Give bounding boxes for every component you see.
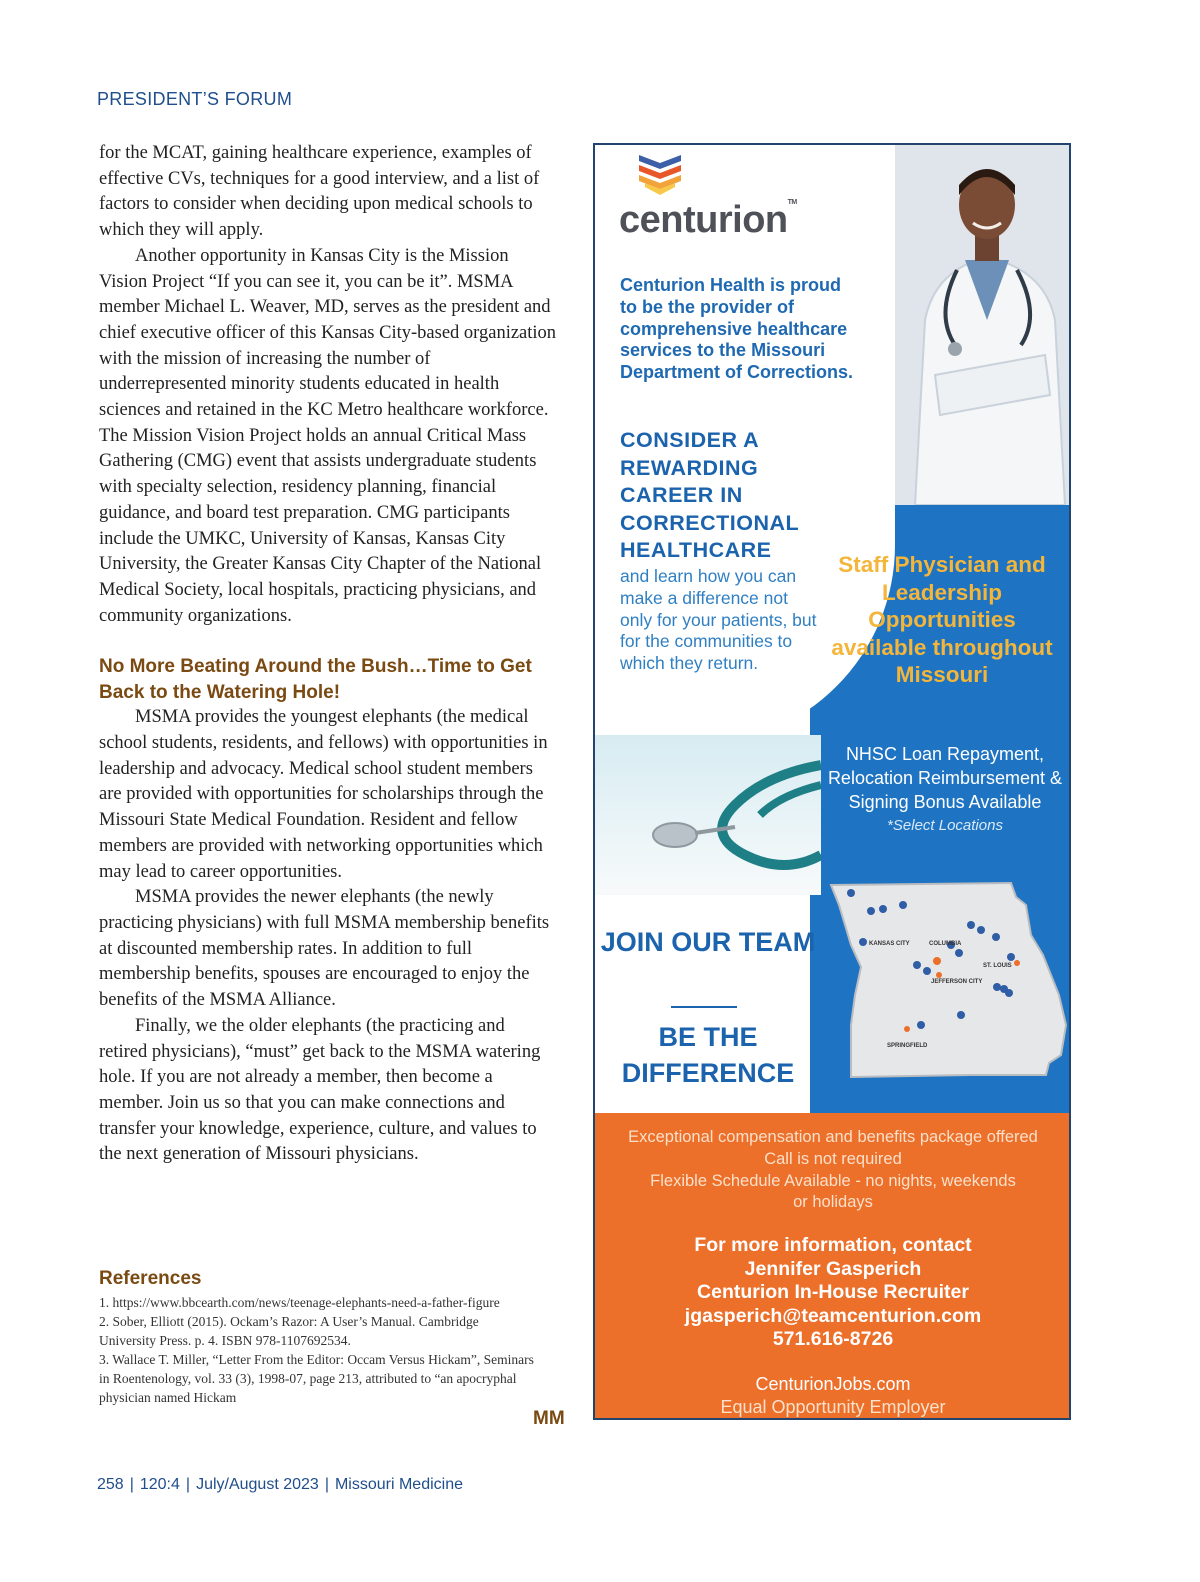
section-label: PRESIDENT’S FORUM	[97, 89, 293, 109]
ad-benefits	[595, 1127, 1071, 1214]
contact-name: Jennifer Gasperich	[744, 1257, 922, 1280]
ad-incentives-note: *Select Locations	[887, 817, 1003, 834]
issue-number: 120:4	[139, 1476, 180, 1493]
ad-headline: CONSIDER A REWARDING CAREER IN CORRECTIONAL HEALTHCARE	[620, 428, 799, 563]
references-heading: References	[99, 1268, 202, 1289]
benefit-line: Exceptional compensation and benefits package offered	[628, 1128, 1038, 1146]
eoe-statement: Equal Opportunity Employer	[720, 1397, 946, 1417]
divider	[671, 1006, 737, 1008]
website-link[interactable]: CenturionJobs.com	[755, 1374, 911, 1394]
benefit-line: Call is not required	[764, 1149, 902, 1168]
svg-text:ST. LOUIS: ST. LOUIS	[983, 963, 1012, 969]
svg-text:SPRINGFIELD: SPRINGFIELD	[887, 1043, 928, 1049]
svg-text:KANSAS CITY: KANSAS CITY	[869, 941, 910, 947]
article-paragraph: MSMA provides the newer elephants (the newly practicing physicians) with full MSMA membership benefits at discounted membership rates. In addition to full membership benefits, spouses are encouraged to enjoy the benefits of the MSMA Alliance.	[99, 887, 550, 1011]
doctor-photo	[895, 145, 1071, 505]
ad-contact	[595, 1234, 1071, 1352]
page-number: 258	[97, 1476, 124, 1493]
svg-text:JEFFERSON CITY: JEFFERSON CITY	[931, 979, 983, 985]
svg-text:COLUMBIA: COLUMBIA	[929, 941, 962, 947]
ad-opportunities: Staff Physician and Leadership Opportunities available throughout Missouri	[831, 552, 1053, 687]
section-heading: No More Beating Around the Bush…Time to Get Back to the Watering Hole!	[99, 656, 532, 703]
ad-footer	[595, 1373, 1071, 1419]
article-paragraph: for the MCAT, gaining healthcare experience, examples of effective CVs, techniques for a good interview, and a list of factors to consider when deciding upon medical schools to which they will apply.	[99, 143, 540, 241]
missouri-map	[821, 875, 1071, 1105]
contact-title: Centurion In-House Recruiter	[697, 1281, 969, 1303]
references	[99, 1268, 539, 1407]
contact-phone: 571.616-8726	[772, 1328, 894, 1350]
reference-item: 3. Wallace T. Miller, “Letter From the Editor: Occam Versus Hickam”, Seminars in Roentenology, vol. 33 (3), 1998-07, page 213, attributed to “an apocryphal physician named Hickam	[99, 1352, 534, 1405]
benefit-line: or holidays	[793, 1193, 873, 1212]
article-paragraph: Finally, we the older elephants (the practicing and retired physicians), “must” get back to the MSMA watering hole. If you are not already a member, then become a member. Join us so that you can make connections and transfer your knowledge, experience, culture, and values to the next generation of Missouri physicians.	[99, 1015, 541, 1165]
ad-incentives: NHSC Loan Repayment, Relocation Reimbursement & Signing Bonus Available	[827, 744, 1063, 812]
join-team-heading: JOIN OUR TEAM	[600, 927, 816, 957]
end-mark: MM	[533, 1408, 565, 1429]
centurion-logo-icon	[635, 153, 685, 197]
article-paragraph: MSMA provides the youngest elephants (the medical school students, residents, and fellows) with opportunities in leadership and advocacy. Medical school student members are provided with opportunities for scholarships through the Missouri State Medical Foundation. Resident and fellow members are provided with networking opportunities which may lead to career opportunities.	[99, 707, 548, 882]
be-the-difference-heading: BE THE DIFFERENCE	[621, 1022, 795, 1088]
benefit-line: Flexible Schedule Available - no nights, weekends	[650, 1171, 1016, 1190]
page-footer: 258 | 120:4 | July/August 2023 | Missouri Medicine	[97, 1476, 464, 1493]
article-body	[99, 141, 557, 1168]
issue-date: July/August 2023	[196, 1476, 319, 1493]
journal-name: Missouri Medicine	[334, 1476, 464, 1493]
contact-line: For more information, contact	[694, 1234, 972, 1256]
contact-email-link[interactable]: jgasperich@teamcenturion.com	[684, 1304, 982, 1327]
ad-intro: Centurion Health is proud to be the provider of comprehensive healthcare services to the Missouri Department of Corrections.	[620, 275, 854, 383]
centurion-advertisement	[593, 143, 1071, 1420]
ad-subtext: and learn how you can make a difference not only for your patients, but for the communities to which they return.	[620, 566, 817, 674]
stethoscope-photo	[595, 735, 821, 895]
article-paragraph: Another opportunity in Kansas City is the Mission Vision Project “If you can see it, you can be it”. MSMA member Michael L. Weaver, MD, serves as the president and chief executive officer of this Kansas City-based organization with the mission of increasing the number of underrepresented minority students educated in health sciences and retained in the KC Metro healthcare workforce. The Mission Vision Project holds an annual Critical Mass Gathering (CMG) event that assists undergraduate students with specialty selection, residency planning, financial guidance, and board test preparation. CMG participants include the UMKC, University of Kansas, Kansas City University, the Greater Kansas City Chapter of the National Medical Society, local hospitals, practicing physicians, and community organizations.	[99, 245, 557, 626]
reference-item: 1. https://www.bbcearth.com/news/teenage-elephants-need-a-father-figure	[99, 1295, 500, 1310]
reference-item: 2. Sober, Elliott (2015). Ockam’s Razor: A User’s Manual. Cambridge University Press. p. 4. ISBN 978-1107692534.	[99, 1314, 479, 1348]
centurion-wordmark: centurion™	[619, 199, 797, 241]
